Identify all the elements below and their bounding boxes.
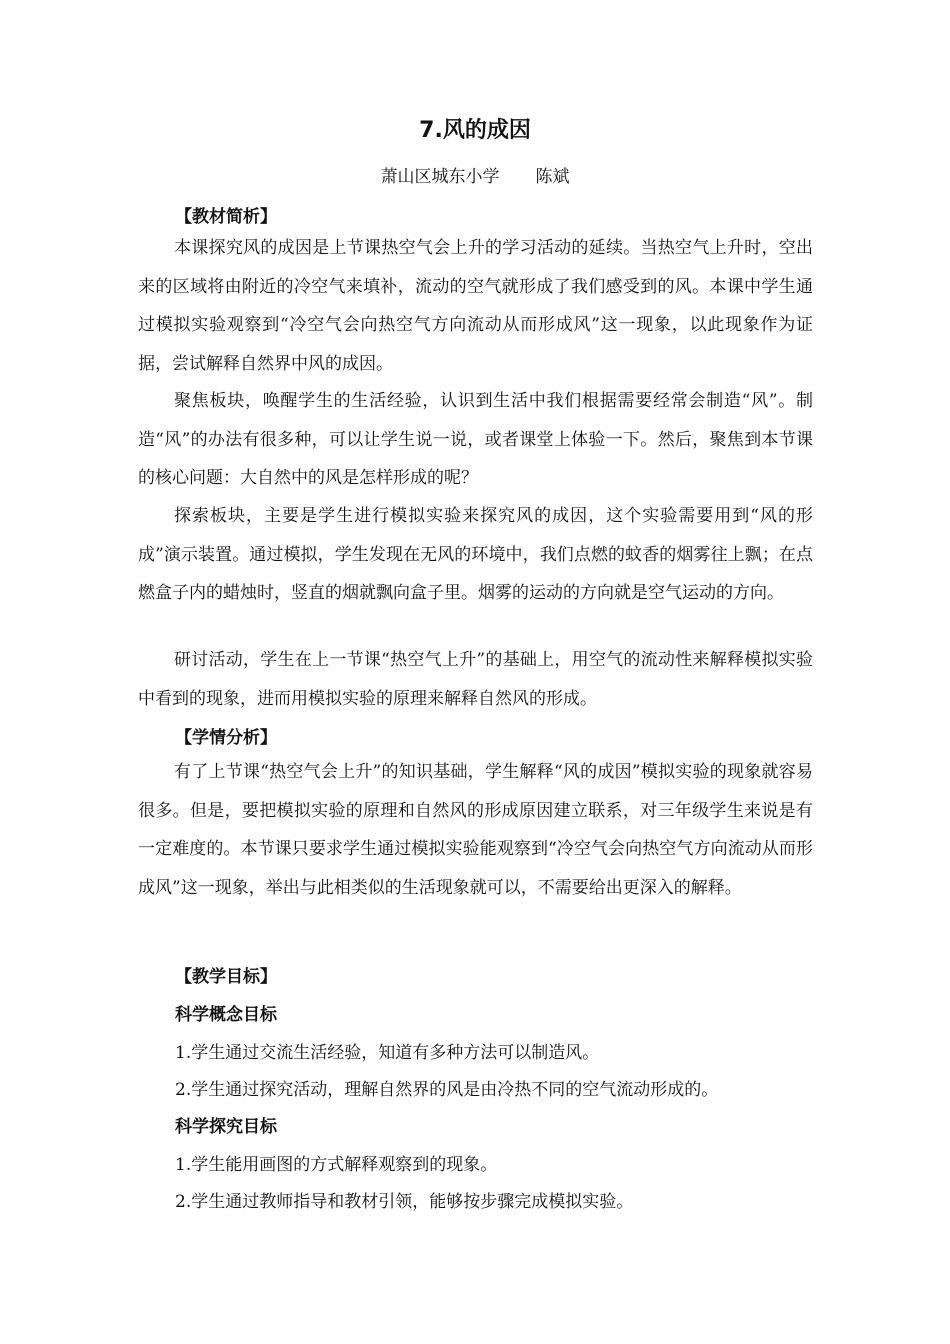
learner-paragraph: 有了上节课“热空气会上升”的知识基础，学生解释“风的成因”模拟实验的现象就容易很多。但是，要把模拟实验的原理和自然风的形成原因建立联系，对三年级学生来说是有一定难度的。本节课只要求学生通过模拟实验能观察到“冷空气会向热空气方向流动从而形成风”这一现象，举出与此相类似的生活现象就可以，不需要给出更深入的解释。 [138, 762, 813, 898]
concept-goal-item-2: 2.学生通过探究活动，理解自然界的风是由冷热不同的空气流动形成的。 [175, 1080, 719, 1100]
inquiry-goals-heading: 科学探究目标 [175, 1117, 277, 1137]
analysis-paragraph-1: 本课探究风的成因是上节课热空气会上升的学习活动的延续。当热空气上升时，空出来的区域将由附近的冷空气来填补，流动的空气就形成了我们感受到的风。本课中学生通过模拟实验观察到“冷空气会向热空气方向流动从而形成风”这一现象，以此现象作为证据，尝试解释自然界中风的成因。 [138, 238, 813, 374]
document-title: 7.风的成因 [419, 118, 531, 143]
section-heading-goals: 【教学目标】 [175, 967, 277, 987]
concept-goal-item-1: 1.学生通过交流生活经验，知道有多种方法可以制造风。 [175, 1043, 600, 1063]
school-name: 萧山区城东小学 [380, 167, 500, 187]
author-name: 陈斌 [535, 167, 570, 187]
analysis-paragraph-3: 探索板块，主要是学生进行模拟实验来探究风的成因，这个实验需要用到“风的形成”演示装置。通过模拟，学生发现在无风的环境中，我们点燃的蚊香的烟雾往上飘；在点燃盒子内的蜡烛时，竖直的烟就飘向盒子里。烟雾的运动的方向就是空气运动的方向。 [138, 506, 813, 603]
section-heading-analysis: 【教材简析】 [175, 207, 277, 227]
author-line [0, 162, 950, 187]
analysis-paragraph-2: 聚焦板块，唤醒学生的生活经验，认识到生活中我们根据需要经常会制造“风”。制造“风”的办法有很多种，可以让学生说一说，或者课堂上体验一下。然后，聚焦到本节课的核心问题：大自然中的风是怎样形成的呢？ [138, 391, 813, 488]
concept-goals-heading: 科学概念目标 [175, 1005, 277, 1025]
section-heading-learner: 【学情分析】 [175, 728, 277, 748]
analysis-paragraph-4: 研讨活动，学生在上一节课“热空气上升”的基础上，用空气的流动性来解释模拟实验中看到的现象，进而用模拟实验的原理来解释自然风的形成。 [138, 650, 813, 709]
inquiry-goal-item-2: 2.学生通过教师指导和教材引领，能够按步骤完成模拟实验。 [175, 1192, 634, 1212]
inquiry-goal-item-1: 1.学生能用画图的方式解释观察到的现象。 [175, 1155, 498, 1175]
